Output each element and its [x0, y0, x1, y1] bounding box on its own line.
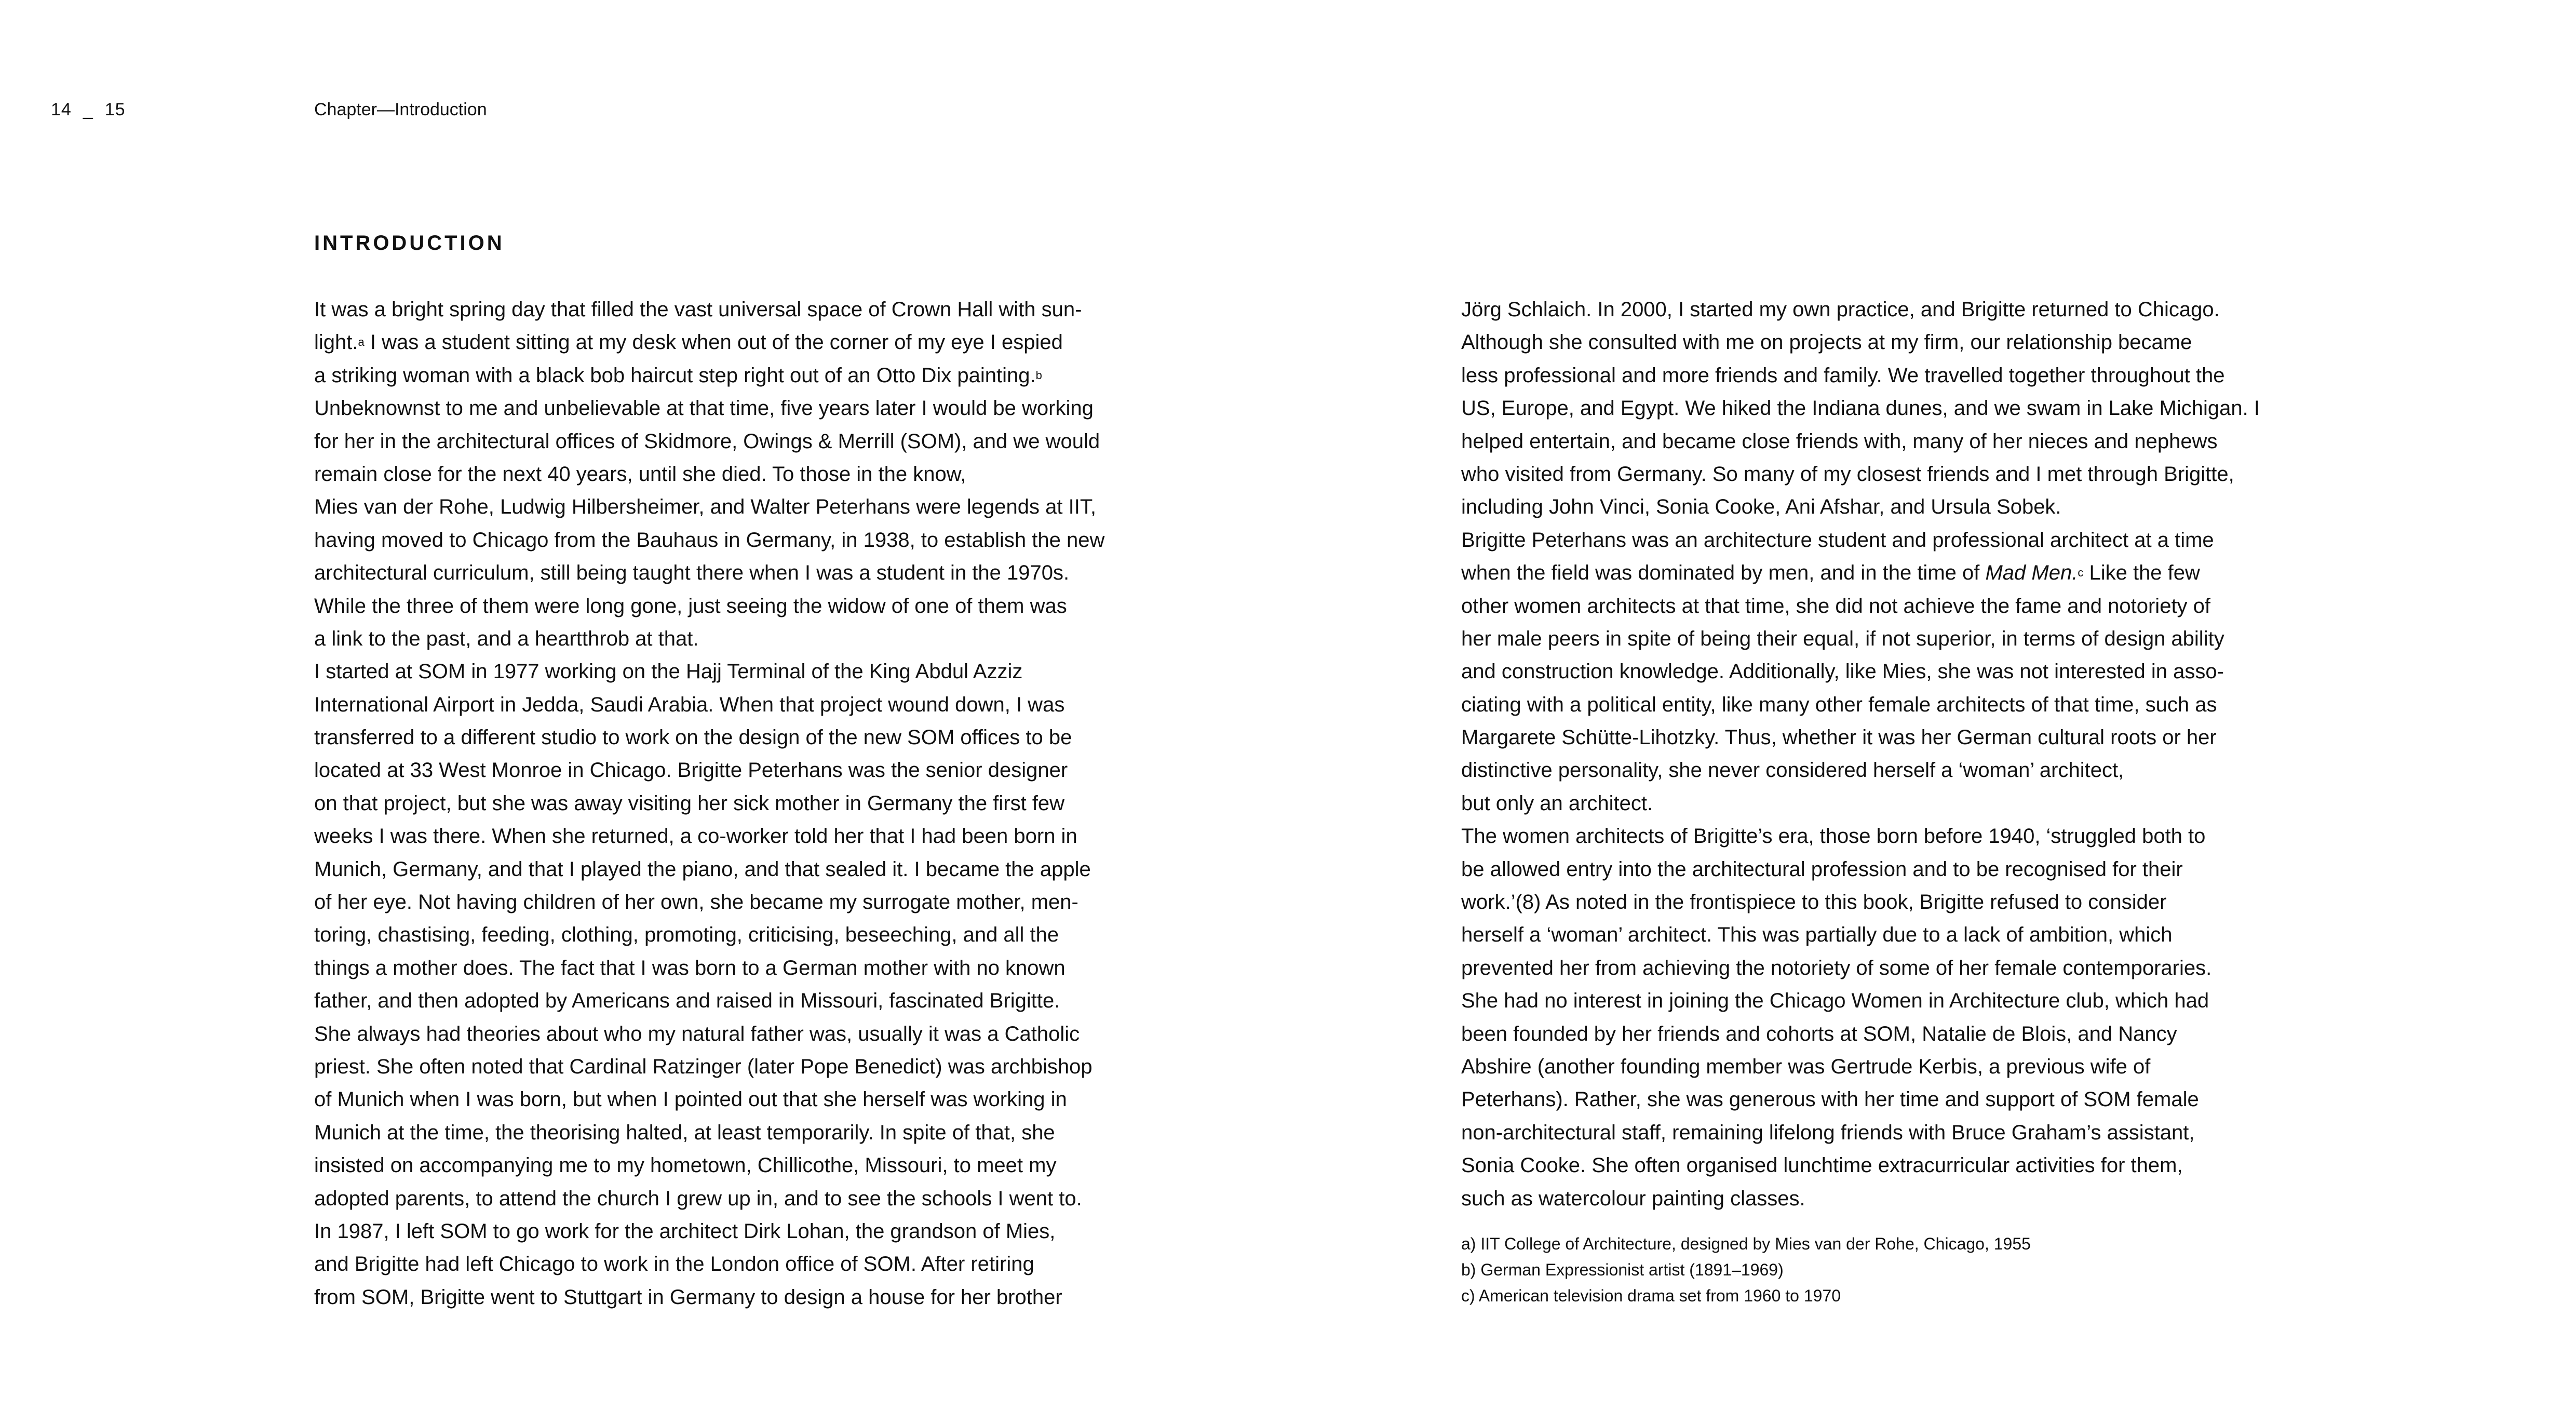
text-line: insisted on accompanying me to my hometown, Chillicothe, Missouri, to meet my [314, 1154, 1057, 1177]
text-line: International Airport in Jedda, Saudi Arabia. When that project wound down, I was [314, 693, 1065, 716]
text-line: ciating with a political entity, like many other female architects of that time, such as [1461, 693, 2217, 716]
text-line: less professional and more friends and family. We travelled together throughout the [1461, 364, 2225, 387]
right-column [1461, 293, 2323, 1215]
text-line [1461, 557, 2323, 589]
text-line: The women architects of Brigitte’s era, those born before 1940, ‘struggled both to [1461, 825, 2206, 848]
footnote-mark-a: a [358, 335, 365, 349]
text-line: Munich, Germany, and that I played the piano, and that sealed it. I became the apple [314, 857, 1091, 881]
footnote-c: c) American television drama set from 1960 to 1970 [1461, 1286, 1841, 1305]
text-line: her male peers in spite of being their equal, if not superior, in terms of design ability [1461, 627, 2224, 650]
text-line: be allowed entry into the architectural profession and to be recognised for their [1461, 857, 2183, 881]
text-line: on that project, but she was away visiting her sick mother in Germany the first few [314, 791, 1065, 815]
text-fragment: I was a student sitting at my desk when out of the corner of my eye I espied [364, 331, 1063, 354]
text-line: Peterhans). Rather, she was generous with her time and support of SOM female [1461, 1088, 2199, 1111]
text-line: weeks I was there. When she returned, a co-worker told her that I had been born in [314, 825, 1077, 848]
page-number-separator: _ [83, 100, 93, 119]
running-head: Chapter—Introduction [314, 100, 487, 119]
text-line: for her in the architectural offices of Skidmore, Owings & Merrill (SOM), and we would [314, 429, 1100, 453]
text-fragment: Like the few [2083, 561, 2200, 585]
text-line: Abshire (another founding member was Gertrude Kerbis, a previous wife of [1461, 1055, 2151, 1078]
footnote-mark-b: b [1035, 368, 1042, 382]
footnote-mark-c: c [2078, 566, 2084, 580]
text-fragment: when the field was dominated by men, and in the time of [1461, 561, 1986, 585]
text-line: priest. She often noted that Cardinal Ratzinger (later Pope Benedict) was archbishop [314, 1055, 1093, 1078]
text-line: architectural curriculum, still being taught there when I was a student in the 1970s. [314, 561, 1070, 585]
text-line: father, and then adopted by Americans and raised in Missouri, fascinated Brigitte. [314, 989, 1060, 1013]
text-line: While the three of them were long gone, just seeing the widow of one of them was [314, 594, 1067, 617]
text-line: I started at SOM in 1977 working on the Hajj Terminal of the King Abdul Azziz [314, 660, 1023, 683]
text-line [314, 359, 1176, 392]
text-line: helped entertain, and became close friends with, many of her nieces and nephews [1461, 429, 2218, 453]
text-line: She always had theories about who my natural father was, usually it was a Catholic [314, 1022, 1080, 1045]
text-line: work.’(8) As noted in the frontispiece to this book, Brigitte refused to consider [1461, 891, 2167, 914]
text-line: prevented her from achieving the notoriety of some of her female contemporaries. [1461, 956, 2212, 979]
text-line: remain close for the next 40 years, until she died. To those in the know, [314, 462, 966, 486]
footnote-b: b) German Expressionist artist (1891–1969) [1461, 1260, 1784, 1279]
footnote-a: a) IIT College of Architecture, designed by Mies van der Rohe, Chicago, 1955 [1461, 1234, 2031, 1253]
text-line: transferred to a different studio to work on the design of the new SOM offices to be [314, 726, 1072, 749]
page-number-right: 15 [104, 100, 126, 119]
text-line: distinctive personality, she never considered herself a ‘woman’ architect, [1461, 759, 2124, 782]
italic-title: Mad Men. [1985, 561, 2078, 585]
text-fragment: light. [314, 331, 358, 354]
text-line: toring, chastising, feeding, clothing, promoting, criticising, beseeching, and all the [314, 923, 1059, 947]
text-line: herself a ‘woman’ architect. This was partially due to a lack of ambition, which [1461, 923, 2173, 947]
section-title: INTRODUCTION [314, 232, 505, 254]
text-line [314, 326, 1176, 359]
text-line: US, Europe, and Egypt. We hiked the Indiana dunes, and we swam in Lake Michigan. I [1461, 397, 2260, 420]
text-line: Margarete Schütte-Lihotzky. Thus, whether it was her German cultural roots or her [1461, 726, 2217, 749]
page-numbers [51, 100, 126, 120]
text-line: but only an architect. [1461, 791, 1653, 815]
text-line: been founded by her friends and cohorts at SOM, Natalie de Blois, and Nancy [1461, 1022, 2177, 1045]
text-line: of her eye. Not having children of her own, she became my surrogate mother, men- [314, 891, 1078, 914]
text-line: of Munich when I was born, but when I pointed out that she herself was working in [314, 1088, 1067, 1111]
text-line: She had no interest in joining the Chicago Women in Architecture club, which had [1461, 989, 2209, 1013]
text-fragment: a striking woman with a black bob haircut step right out of an Otto Dix painting. [314, 364, 1036, 387]
left-column [314, 293, 1176, 1314]
text-line: located at 33 West Monroe in Chicago. Brigitte Peterhans was the senior designer [314, 759, 1068, 782]
text-line: Brigitte Peterhans was an architecture student and professional architect at a time [1461, 528, 2214, 552]
text-line: and construction knowledge. Additionally, like Mies, she was not interested in asso- [1461, 660, 2224, 683]
text-line: who visited from Germany. So many of my closest friends and I met through Brigitte, [1461, 462, 2234, 486]
text-line: things a mother does. The fact that I was born to a German mother with no known [314, 956, 1066, 979]
text-line: other women architects at that time, she did not achieve the fame and notoriety of [1461, 594, 2211, 617]
text-line: such as watercolour painting classes. [1461, 1187, 1805, 1210]
text-line: Jörg Schlaich. In 2000, I started my own practice, and Brigitte returned to Chicago. [1461, 298, 2220, 321]
text-line: Mies van der Rohe, Ludwig Hilbersheimer, and Walter Peterhans were legends at IIT, [314, 495, 1096, 519]
text-line: non-architectural staff, remaining lifelong friends with Bruce Graham’s assistant, [1461, 1121, 2195, 1144]
text-line: Unbeknownst to me and unbelievable at that time, five years later I would be working [314, 397, 1094, 420]
text-line: including John Vinci, Sonia Cooke, Ani Afshar, and Ursula Sobek. [1461, 495, 2061, 519]
text-line: adopted parents, to attend the church I grew up in, and to see the schools I went to. [314, 1187, 1082, 1210]
text-line: and Brigitte had left Chicago to work in the London office of SOM. After retiring [314, 1253, 1034, 1276]
text-line: In 1987, I left SOM to go work for the architect Dirk Lohan, the grandson of Mies, [314, 1219, 1056, 1243]
text-line: It was a bright spring day that filled the vast universal space of Crown Hall with sun- [314, 298, 1082, 321]
text-line: Sonia Cooke. She often organised lunchtime extracurricular activities for them, [1461, 1154, 2183, 1177]
text-line: having moved to Chicago from the Bauhaus in Germany, in 1938, to establish the new [314, 528, 1105, 552]
text-line: Although she consulted with me on projects at my firm, our relationship became [1461, 331, 2192, 354]
page-number-left: 14 [51, 100, 72, 119]
text-line: from SOM, Brigitte went to Stuttgart in Germany to design a house for her brother [314, 1285, 1062, 1309]
text-line: a link to the past, and a heartthrob at that. [314, 627, 699, 650]
footnotes [1461, 1231, 2031, 1309]
text-line: Munich at the time, the theorising halted, at least temporarily. In spite of that, she [314, 1121, 1055, 1144]
